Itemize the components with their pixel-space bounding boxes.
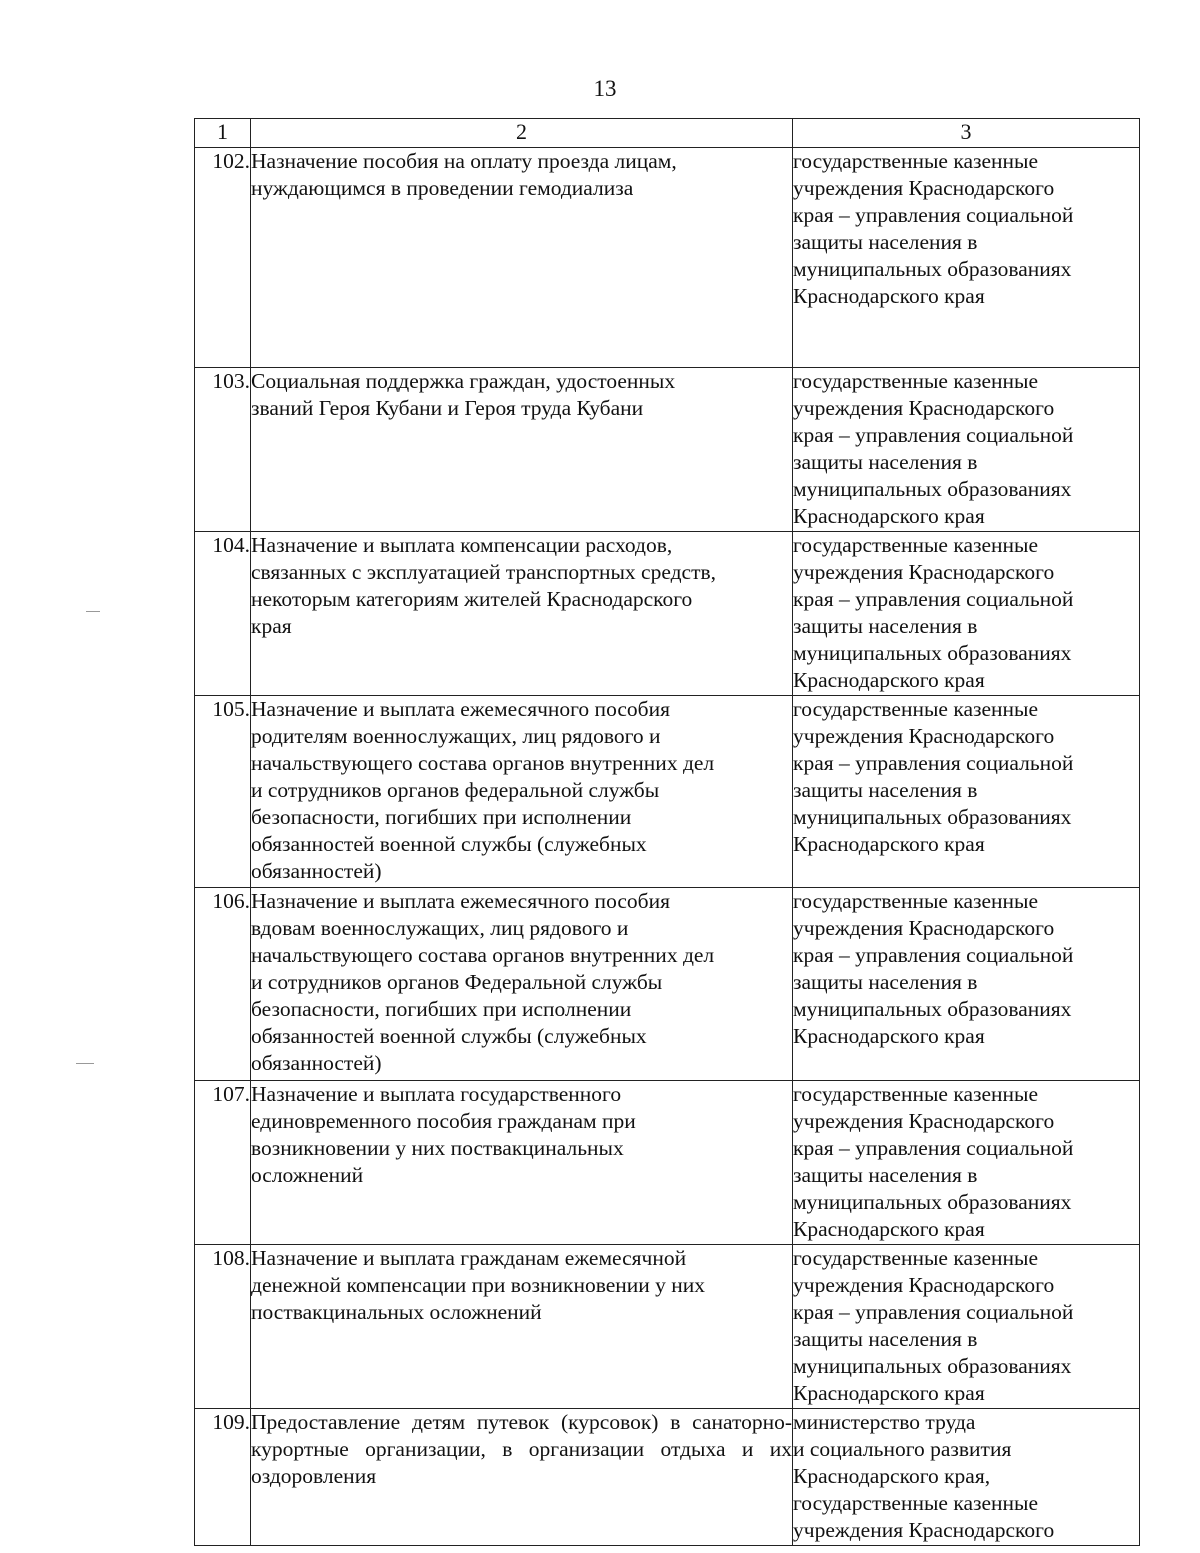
table-row <box>195 368 1140 532</box>
service-description-text: Назначение и выплата ежемесячного пособия родителям военнослужащих, лиц рядового и начальствующего состава органов внутренних дел и сотрудников органов федеральной службы безопасности, погибших при исполнении обязанностей военной службы (служебных обязанностей) <box>251 697 715 883</box>
table-row <box>195 1409 1140 1546</box>
row-number: 104. <box>195 532 251 696</box>
service-description <box>251 888 793 1081</box>
service-description-text: Назначение и выплата государственного единовременного пособия гражданам при возникновении у них поствакцинальных осложнений <box>251 1082 636 1187</box>
service-description <box>251 696 793 888</box>
service-description-text: Социальная поддержка граждан, удостоенных званий Героя Кубани и Героя труда Кубани <box>251 369 676 420</box>
row-number: 109. <box>195 1409 251 1546</box>
table-row <box>195 1245 1140 1409</box>
organization-text: государственные казенные учреждения Краснодарского края – управления социальной защиты населения в муниципальных образованиях Краснодарского края <box>793 1246 1074 1405</box>
service-description-text: Назначение и выплата ежемесячного пособия вдовам военнослужащих, лиц рядового и начальствующего состава органов внутренних дел и сотрудников органов Федеральной службы безопасности, погибших при исполнении обязанностей военной службы (служебных обязанностей) <box>251 889 715 1075</box>
row-number: 103. <box>195 368 251 532</box>
service-description-text: Назначение пособия на оплату проезда лицам, нуждающимся в проведении гемодиализа <box>251 149 677 200</box>
table-row <box>195 1081 1140 1245</box>
column-header-number: 1 <box>195 119 251 148</box>
organization-text: министерство труда и социального развития Краснодарского края, государственные казенные учреждения Краснодарского <box>793 1410 1055 1542</box>
service-description <box>251 1081 793 1245</box>
table-header-row <box>195 119 1140 148</box>
service-description <box>251 1245 793 1409</box>
service-description-text: Назначение и выплата гражданам ежемесячной денежной компенсации при возникновении у них поствакцинальных осложнений <box>251 1246 706 1324</box>
responsible-organization <box>793 696 1140 888</box>
row-number: 106. <box>195 888 251 1081</box>
service-description <box>251 532 793 696</box>
responsible-organization <box>793 368 1140 532</box>
organization-text: государственные казенные учреждения Краснодарского края – управления социальной защиты населения в муниципальных образованиях Краснодарского края <box>793 889 1074 1048</box>
responsible-organization <box>793 1245 1140 1409</box>
responsible-organization <box>793 148 1140 368</box>
service-description-text: Назначение и выплата компенсации расходов, связанных с эксплуатацией транспортных средств, некоторым категориям жителей Краснодарского края <box>251 533 716 638</box>
organization-text: государственные казенные учреждения Краснодарского края – управления социальной защиты населения в муниципальных образованиях Краснодарского края <box>793 1082 1074 1241</box>
row-number: 102. <box>195 148 251 368</box>
table-row <box>195 532 1140 696</box>
column-header-service: 2 <box>251 119 793 148</box>
column-header-organization: 3 <box>793 119 1140 148</box>
services-table <box>194 118 1140 1546</box>
service-description: Предоставление детям путевок (курсовок) в санаторно-курортные организации, в организации отдыха и их оздоровления <box>251 1409 793 1546</box>
service-description <box>251 148 793 368</box>
row-number: 105. <box>195 696 251 888</box>
table-row <box>195 696 1140 888</box>
page-number: 13 <box>593 76 617 101</box>
table-row <box>195 148 1140 368</box>
responsible-organization <box>793 1081 1140 1245</box>
row-number: 108. <box>195 1245 251 1409</box>
table-row <box>195 888 1140 1081</box>
responsible-organization <box>793 532 1140 696</box>
organization-text: государственные казенные учреждения Краснодарского края – управления социальной защиты населения в муниципальных образованиях Краснодарского края <box>793 697 1074 856</box>
organization-text: государственные казенные учреждения Краснодарского края – управления социальной защиты населения в муниципальных образованиях Краснодарского края <box>793 533 1074 692</box>
scan-mark <box>76 1063 94 1064</box>
organization-text: государственные казенные учреждения Краснодарского края – управления социальной защиты населения в муниципальных образованиях Краснодарского края <box>793 149 1074 308</box>
scan-mark <box>86 611 100 612</box>
row-number: 107. <box>195 1081 251 1245</box>
service-description <box>251 368 793 532</box>
organization-text: государственные казенные учреждения Краснодарского края – управления социальной защиты населения в муниципальных образованиях Краснодарского края <box>793 369 1074 528</box>
responsible-organization <box>793 888 1140 1081</box>
responsible-organization <box>793 1409 1140 1546</box>
